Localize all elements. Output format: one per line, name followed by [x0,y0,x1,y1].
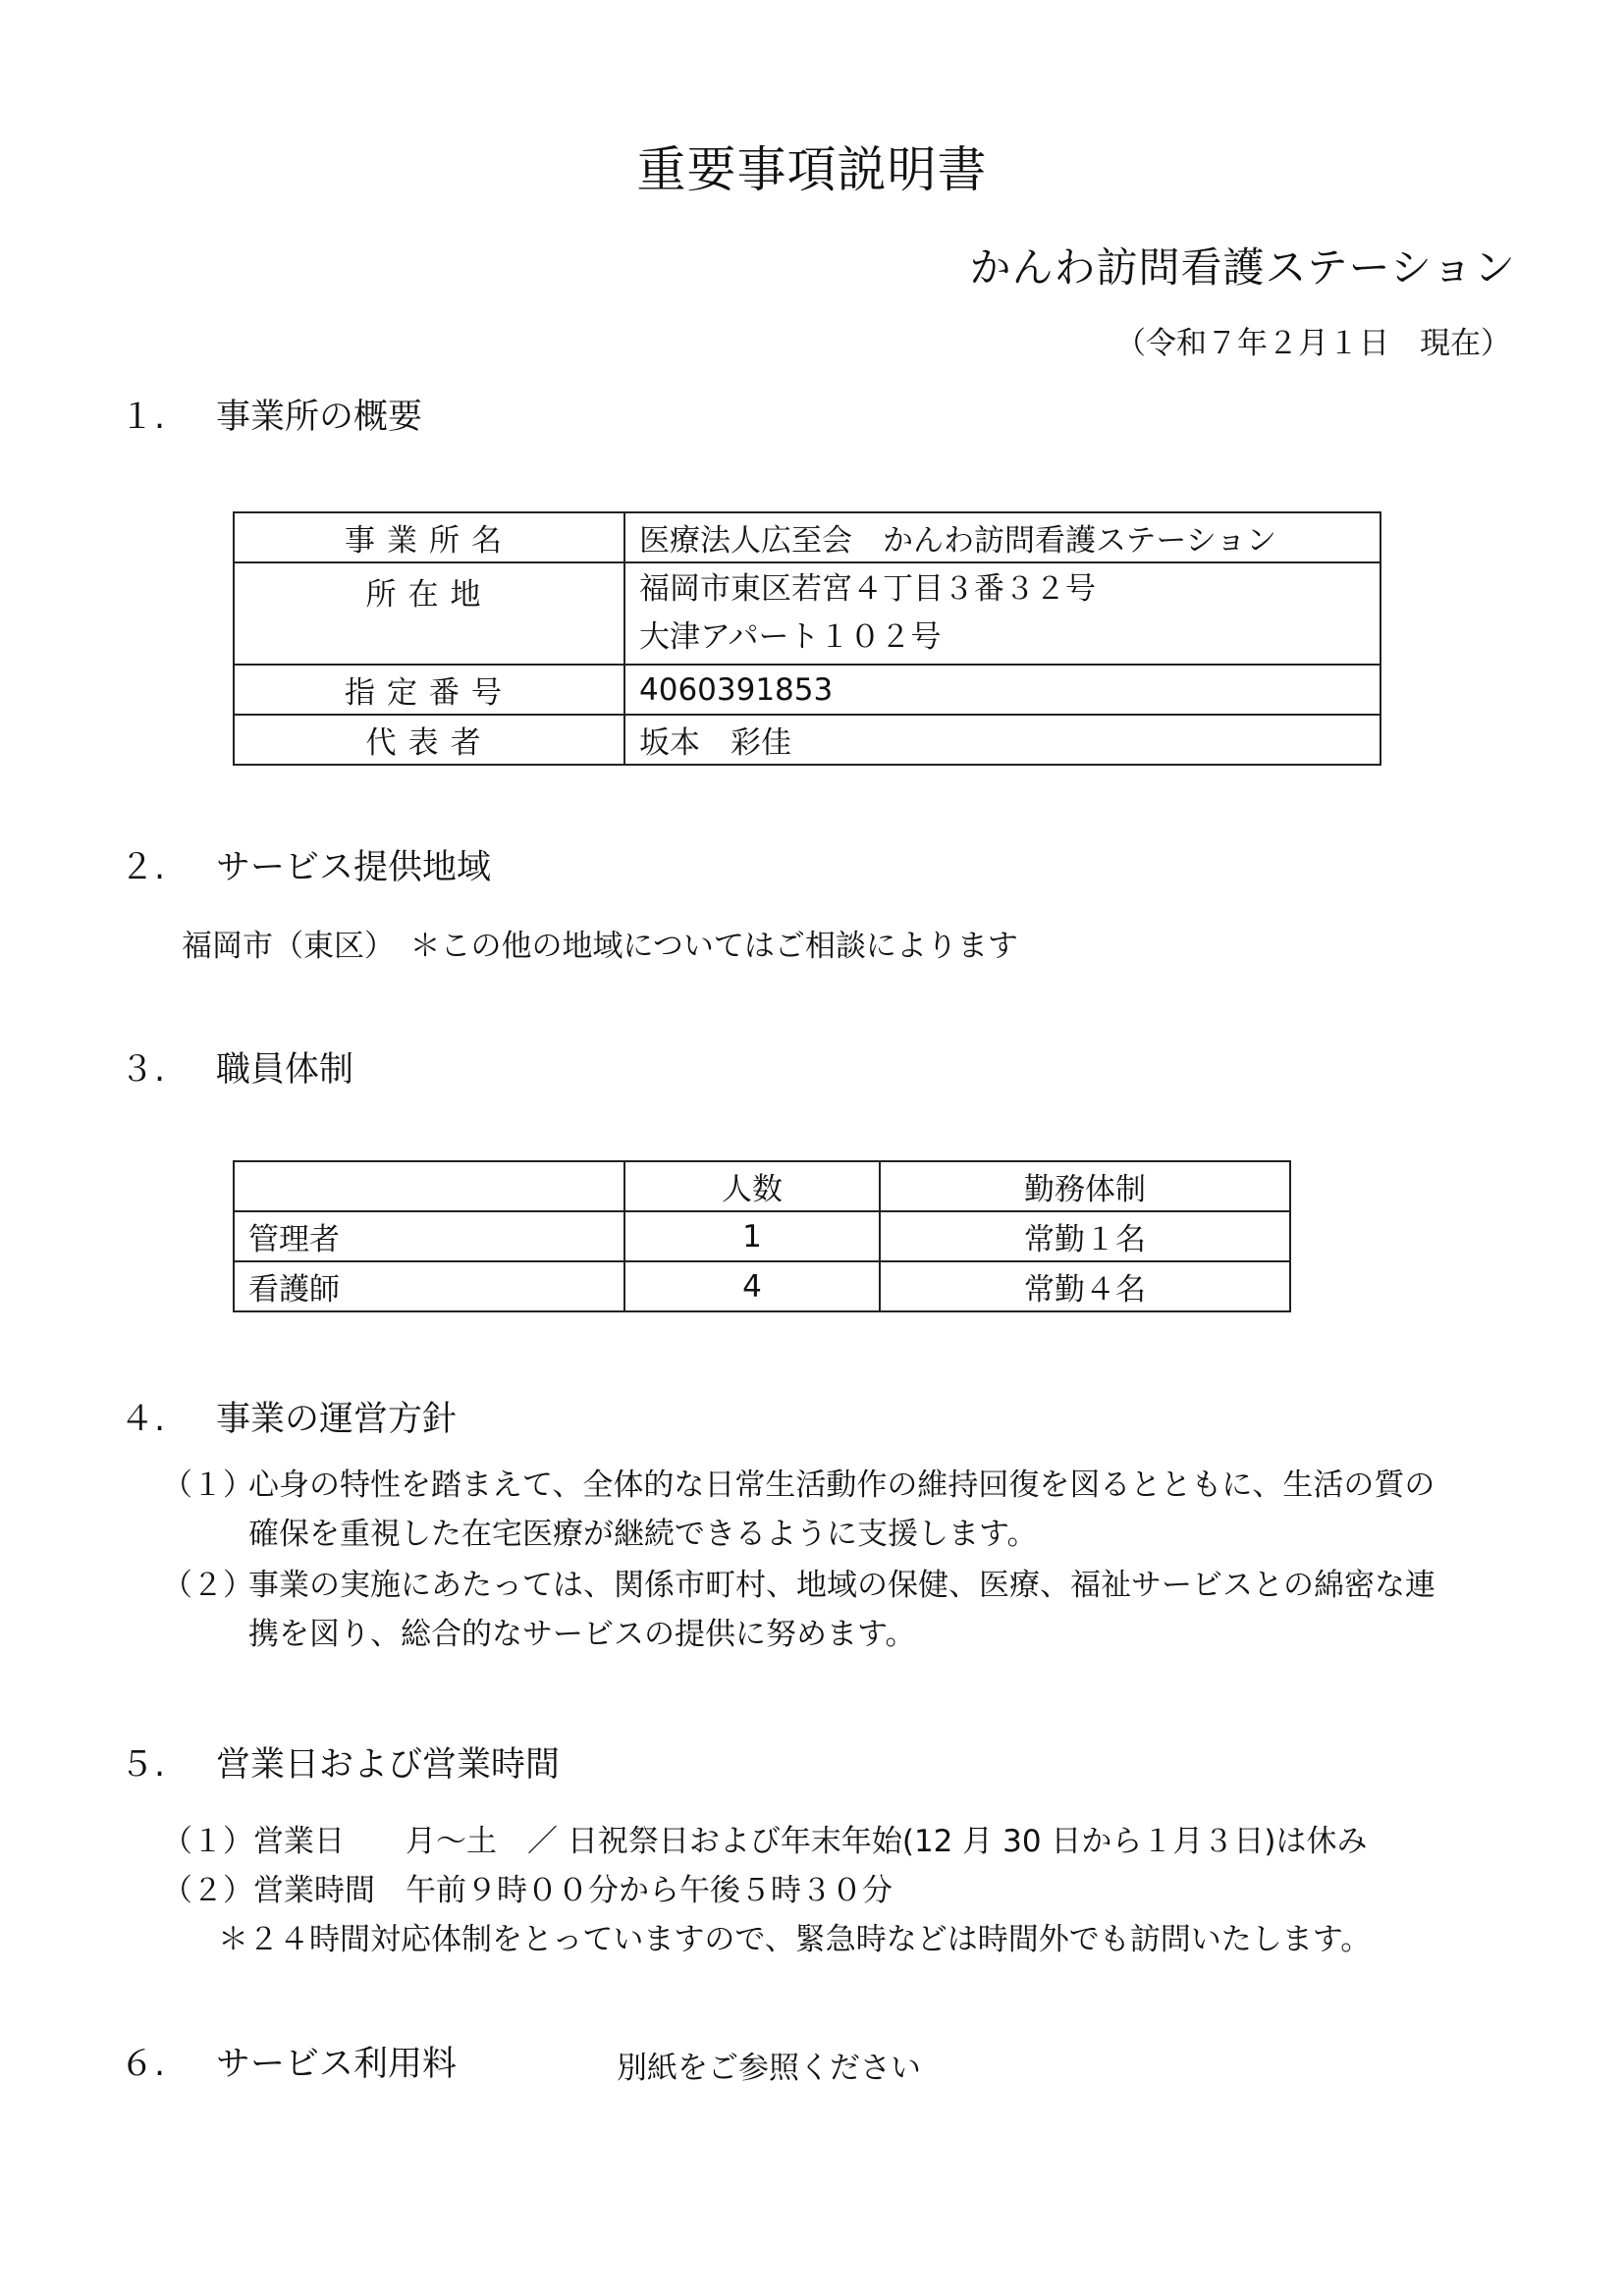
section-4-title: 事業の運営方針 [216,1400,458,1439]
policy-item-2-line-1: 事業の実施にあたっては、関係市町村、地域の保健、医療、福祉サービスとの綿密な連 [248,1568,1435,1603]
section-6-heading [120,2037,457,2086]
designation-number-value: 4060391853 [624,665,1380,715]
section-1-title: 事業所の概要 [216,398,423,437]
section-2-title: サービス提供地域 [216,848,492,887]
office-info-table [233,511,1381,766]
service-fee-note: 別紙をご参照ください [617,2051,921,2086]
business-hours: （２）営業時間 午前９時００分から午後５時３０分 [162,1873,893,1908]
section-5-title: 営業日および営業時間 [216,1745,561,1785]
section-6-number: ６. [120,2045,166,2084]
document-date: （令和７年２月１日 現在） [1115,326,1511,361]
staff-header-shift: 勤務体制 [880,1161,1290,1211]
address-label: 所在地 [234,562,624,665]
staff-count: 1 [624,1211,880,1261]
business-hours-note: ＊２４時間対応体制をとっていますので、緊急時などは時間外でも訪問いたします。 [218,1922,1372,1957]
table-row [234,1211,1290,1261]
section-4-number: ４. [120,1400,166,1439]
section-1-heading [120,390,422,439]
organization-name: かんわ訪問看護ステーション [969,243,1516,292]
staff-shift: 常勤１名 [880,1211,1290,1261]
office-name-label: 事業所名 [234,512,624,562]
section-2-heading [120,840,491,889]
policy-item-2 [162,1561,1527,1659]
document-title: 重要事項説明書 [636,141,988,198]
designation-number-label: 指定番号 [234,665,624,715]
section-5-number: ５. [120,1745,166,1785]
staff-shift: 常勤４名 [880,1261,1290,1311]
representative-label: 代表者 [234,715,624,765]
section-3-number: ３. [120,1050,166,1090]
office-name-value: 医療法人広至会 かんわ訪問看護ステーション [624,512,1380,562]
table-row [234,512,1380,562]
policy-item-2-mark: （２） [162,1568,253,1603]
staff-table [233,1160,1291,1312]
staff-role: 管理者 [234,1211,624,1261]
section-6-title: サービス利用料 [216,2045,458,2084]
section-1-number: １. [120,398,166,437]
policy-item-1 [162,1461,1527,1559]
section-2-number: ２. [120,848,166,887]
table-row [234,562,1380,665]
staff-header-blank [234,1161,624,1211]
business-days: （１）営業日 月～土 ／ 日祝祭日および年末年始(12 月 30 日から１月３日)は休み [162,1824,1368,1859]
section-4-heading [120,1392,457,1441]
table-row [234,1261,1290,1311]
table-row [234,665,1380,715]
section-3-title: 職員体制 [216,1050,354,1090]
staff-count: 4 [624,1261,880,1311]
table-row [234,715,1380,765]
section-3-heading [120,1042,353,1092]
policy-item-2-line-2: 携を図り、総合的なサービスの提供に努めます。 [248,1617,916,1652]
address-line-2: 大津アパート１０２号 [639,619,942,655]
policy-item-1-line-2: 確保を重視した在宅医療が継続できるように支援します。 [248,1517,1038,1552]
policy-item-1-mark: （１） [162,1468,253,1503]
service-area-text: 福岡市（東区） ＊この他の地域についてはご相談によります [182,929,1018,964]
staff-header-count: 人数 [624,1161,880,1211]
table-header-row [234,1161,1290,1211]
section-5-heading [120,1737,560,1787]
policy-item-1-line-1: 心身の特性を踏まえて、全体的な日常生活動作の維持回復を図るとともに、生活の質の [248,1468,1435,1503]
address-line-1: 福岡市東区若宮４丁目３番３２号 [639,571,1096,607]
address-value [624,562,1380,665]
staff-role: 看護師 [234,1261,624,1311]
representative-value: 坂本 彩佳 [624,715,1380,765]
